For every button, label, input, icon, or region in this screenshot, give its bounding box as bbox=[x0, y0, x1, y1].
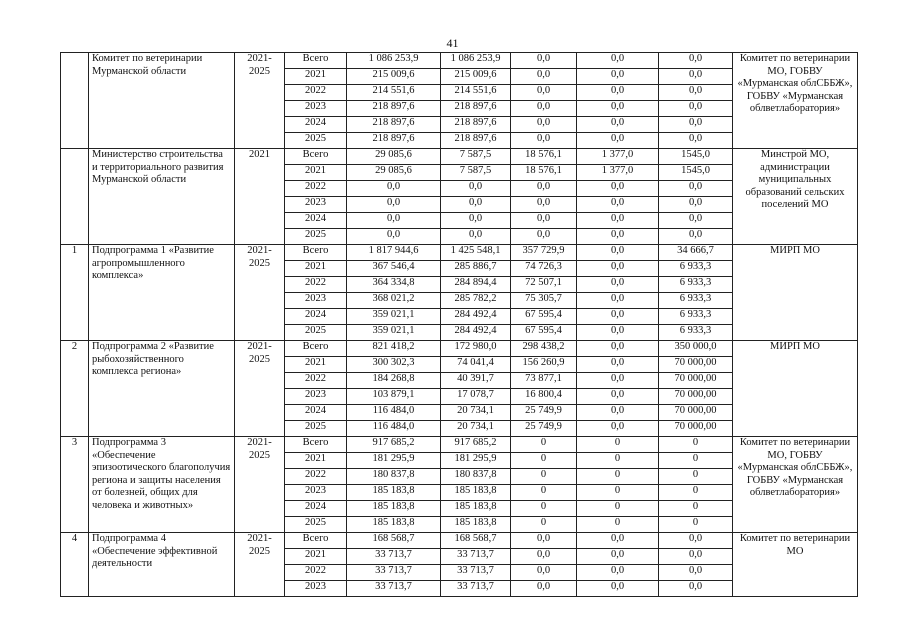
federal-budget: 0,0 bbox=[511, 181, 577, 197]
program-name: Подпрограмма 1 «Развитие агропромышленного комплекса» bbox=[89, 245, 235, 341]
regional-budget: 168 568,7 bbox=[441, 533, 511, 549]
regional-budget: 33 713,7 bbox=[441, 549, 511, 565]
extrabudgetary: 350 000,0 bbox=[659, 341, 733, 357]
table-row bbox=[61, 245, 858, 261]
year-label: 2025 bbox=[285, 421, 347, 437]
extrabudgetary: 70 000,00 bbox=[659, 405, 733, 421]
regional-budget: 215 009,6 bbox=[441, 69, 511, 85]
extrabudgetary: 6 933,3 bbox=[659, 325, 733, 341]
extrabudgetary: 70 000,00 bbox=[659, 357, 733, 373]
regional-budget: 74 041,4 bbox=[441, 357, 511, 373]
local-budget: 0,0 bbox=[577, 405, 659, 421]
year-label: 2024 bbox=[285, 213, 347, 229]
local-budget: 0 bbox=[577, 501, 659, 517]
year-label: 2022 bbox=[285, 565, 347, 581]
extrabudgetary: 0,0 bbox=[659, 69, 733, 85]
row-number: 4 bbox=[61, 533, 89, 597]
year-label: Всего bbox=[285, 245, 347, 261]
local-budget: 0,0 bbox=[577, 85, 659, 101]
year-label: 2023 bbox=[285, 389, 347, 405]
program-name: Комитет по ветеринарии Мурманской области bbox=[89, 53, 235, 149]
total-amount: 29 085,6 bbox=[347, 165, 441, 181]
year-label: 2025 bbox=[285, 229, 347, 245]
total-amount: 359 021,1 bbox=[347, 325, 441, 341]
local-budget: 0,0 bbox=[577, 277, 659, 293]
extrabudgetary: 0,0 bbox=[659, 53, 733, 69]
extrabudgetary: 0 bbox=[659, 517, 733, 533]
federal-budget: 0,0 bbox=[511, 549, 577, 565]
federal-budget: 156 260,9 bbox=[511, 357, 577, 373]
regional-budget: 7 587,5 bbox=[441, 165, 511, 181]
period: 2021- 2025 bbox=[235, 53, 285, 149]
extrabudgetary: 6 933,3 bbox=[659, 309, 733, 325]
year-label: 2023 bbox=[285, 197, 347, 213]
year-label: 2025 bbox=[285, 517, 347, 533]
local-budget: 1 377,0 bbox=[577, 165, 659, 181]
period: 2021- 2025 bbox=[235, 533, 285, 597]
total-amount: 367 546,4 bbox=[347, 261, 441, 277]
local-budget: 0,0 bbox=[577, 229, 659, 245]
local-budget: 0 bbox=[577, 469, 659, 485]
extrabudgetary: 0,0 bbox=[659, 101, 733, 117]
row-number: 2 bbox=[61, 341, 89, 437]
year-label: 2025 bbox=[285, 325, 347, 341]
federal-budget: 73 877,1 bbox=[511, 373, 577, 389]
year-label: Всего bbox=[285, 149, 347, 165]
extrabudgetary: 0,0 bbox=[659, 133, 733, 149]
regional-budget: 20 734,1 bbox=[441, 421, 511, 437]
year-label: Всего bbox=[285, 53, 347, 69]
extrabudgetary: 0,0 bbox=[659, 229, 733, 245]
regional-budget: 284 894,4 bbox=[441, 277, 511, 293]
federal-budget: 298 438,2 bbox=[511, 341, 577, 357]
total-amount: 214 551,6 bbox=[347, 85, 441, 101]
table-row bbox=[61, 149, 858, 165]
extrabudgetary: 0 bbox=[659, 501, 733, 517]
local-budget: 0,0 bbox=[577, 565, 659, 581]
regional-budget: 0,0 bbox=[441, 181, 511, 197]
extrabudgetary: 0,0 bbox=[659, 565, 733, 581]
local-budget: 0,0 bbox=[577, 117, 659, 133]
extrabudgetary: 34 666,7 bbox=[659, 245, 733, 261]
total-amount: 103 879,1 bbox=[347, 389, 441, 405]
year-label: 2022 bbox=[285, 181, 347, 197]
regional-budget: 181 295,9 bbox=[441, 453, 511, 469]
total-amount: 33 713,7 bbox=[347, 581, 441, 597]
regional-budget: 0,0 bbox=[441, 197, 511, 213]
federal-budget: 0,0 bbox=[511, 533, 577, 549]
total-amount: 33 713,7 bbox=[347, 549, 441, 565]
year-label: 2022 bbox=[285, 85, 347, 101]
total-amount: 218 897,6 bbox=[347, 117, 441, 133]
period: 2021- 2025 bbox=[235, 341, 285, 437]
year-label: 2023 bbox=[285, 485, 347, 501]
federal-budget: 0,0 bbox=[511, 53, 577, 69]
year-label: 2021 bbox=[285, 261, 347, 277]
regional-budget: 185 183,8 bbox=[441, 517, 511, 533]
executor: Комитет по ветеринарии МО bbox=[733, 533, 858, 597]
total-amount: 364 334,8 bbox=[347, 277, 441, 293]
regional-budget: 284 492,4 bbox=[441, 309, 511, 325]
regional-budget: 33 713,7 bbox=[441, 581, 511, 597]
regional-budget: 172 980,0 bbox=[441, 341, 511, 357]
total-amount: 0,0 bbox=[347, 181, 441, 197]
extrabudgetary: 0,0 bbox=[659, 533, 733, 549]
local-budget: 1 377,0 bbox=[577, 149, 659, 165]
row-number: 3 bbox=[61, 437, 89, 533]
extrabudgetary: 0 bbox=[659, 453, 733, 469]
total-amount: 368 021,2 bbox=[347, 293, 441, 309]
local-budget: 0,0 bbox=[577, 421, 659, 437]
federal-budget: 18 576,1 bbox=[511, 165, 577, 181]
federal-budget: 0 bbox=[511, 501, 577, 517]
total-amount: 0,0 bbox=[347, 213, 441, 229]
federal-budget: 75 305,7 bbox=[511, 293, 577, 309]
extrabudgetary: 0 bbox=[659, 437, 733, 453]
local-budget: 0,0 bbox=[577, 549, 659, 565]
total-amount: 185 183,8 bbox=[347, 517, 441, 533]
extrabudgetary: 0,0 bbox=[659, 581, 733, 597]
local-budget: 0,0 bbox=[577, 325, 659, 341]
total-amount: 33 713,7 bbox=[347, 565, 441, 581]
local-budget: 0,0 bbox=[577, 293, 659, 309]
extrabudgetary: 0 bbox=[659, 469, 733, 485]
total-amount: 917 685,2 bbox=[347, 437, 441, 453]
local-budget: 0,0 bbox=[577, 133, 659, 149]
table-row bbox=[61, 437, 858, 453]
total-amount: 0,0 bbox=[347, 197, 441, 213]
federal-budget: 0,0 bbox=[511, 229, 577, 245]
federal-budget: 0 bbox=[511, 469, 577, 485]
program-name: Подпрограмма 2 «Развитие рыбохозяйственного комплекса региона» bbox=[89, 341, 235, 437]
local-budget: 0,0 bbox=[577, 197, 659, 213]
table-row bbox=[61, 533, 858, 549]
total-amount: 185 183,8 bbox=[347, 501, 441, 517]
total-amount: 1 817 944,6 bbox=[347, 245, 441, 261]
total-amount: 300 302,3 bbox=[347, 357, 441, 373]
federal-budget: 0 bbox=[511, 485, 577, 501]
total-amount: 218 897,6 bbox=[347, 101, 441, 117]
year-label: Всего bbox=[285, 533, 347, 549]
local-budget: 0 bbox=[577, 453, 659, 469]
year-label: 2024 bbox=[285, 117, 347, 133]
regional-budget: 1 425 548,1 bbox=[441, 245, 511, 261]
regional-budget: 218 897,6 bbox=[441, 133, 511, 149]
local-budget: 0,0 bbox=[577, 53, 659, 69]
federal-budget: 0,0 bbox=[511, 69, 577, 85]
executor: Комитет по ветеринарии МО, ГОБВУ «Мурманская облСББЖ», ГОБВУ «Мурманская облветлаборатория» bbox=[733, 437, 858, 533]
row-number bbox=[61, 53, 89, 149]
period: 2021- 2025 bbox=[235, 245, 285, 341]
executor: Комитет по ветеринарии МО, ГОБВУ «Мурманская облСББЖ», ГОБВУ «Мурманская облветлаборатория» bbox=[733, 53, 858, 149]
extrabudgetary: 0,0 bbox=[659, 197, 733, 213]
federal-budget: 0,0 bbox=[511, 197, 577, 213]
table-row bbox=[61, 53, 858, 69]
regional-budget: 185 183,8 bbox=[441, 501, 511, 517]
federal-budget: 0,0 bbox=[511, 117, 577, 133]
total-amount: 184 268,8 bbox=[347, 373, 441, 389]
extrabudgetary: 1545,0 bbox=[659, 165, 733, 181]
extrabudgetary: 70 000,00 bbox=[659, 389, 733, 405]
federal-budget: 25 749,9 bbox=[511, 421, 577, 437]
extrabudgetary: 6 933,3 bbox=[659, 261, 733, 277]
executor: Минстрой МО, администрации муниципальных образований сельских поселений МО bbox=[733, 149, 858, 245]
regional-budget: 218 897,6 bbox=[441, 101, 511, 117]
table-row bbox=[61, 341, 858, 357]
local-budget: 0 bbox=[577, 517, 659, 533]
local-budget: 0,0 bbox=[577, 213, 659, 229]
total-amount: 181 295,9 bbox=[347, 453, 441, 469]
local-budget: 0,0 bbox=[577, 357, 659, 373]
local-budget: 0,0 bbox=[577, 341, 659, 357]
federal-budget: 357 729,9 bbox=[511, 245, 577, 261]
regional-budget: 285 782,2 bbox=[441, 293, 511, 309]
period: 2021- 2025 bbox=[235, 437, 285, 533]
extrabudgetary: 70 000,00 bbox=[659, 373, 733, 389]
total-amount: 168 568,7 bbox=[347, 533, 441, 549]
regional-budget: 1 086 253,9 bbox=[441, 53, 511, 69]
row-number: 1 bbox=[61, 245, 89, 341]
federal-budget: 67 595,4 bbox=[511, 309, 577, 325]
federal-budget: 0,0 bbox=[511, 85, 577, 101]
extrabudgetary: 6 933,3 bbox=[659, 293, 733, 309]
row-number bbox=[61, 149, 89, 245]
program-name: Подпрограмма 3 «Обеспечение эпизоотического благополучия региона и защиты населения от болезней, общих для человека и животных» bbox=[89, 437, 235, 533]
federal-budget: 16 800,4 bbox=[511, 389, 577, 405]
federal-budget: 67 595,4 bbox=[511, 325, 577, 341]
program-name: Министерство строительства и территориального развития Мурманской области bbox=[89, 149, 235, 245]
year-label: 2024 bbox=[285, 501, 347, 517]
total-amount: 180 837,8 bbox=[347, 469, 441, 485]
total-amount: 0,0 bbox=[347, 229, 441, 245]
federal-budget: 0,0 bbox=[511, 101, 577, 117]
program-name: Подпрограмма 4 «Обеспечение эффективной деятельности bbox=[89, 533, 235, 597]
executor: МИРП МО bbox=[733, 341, 858, 437]
year-label: 2021 bbox=[285, 549, 347, 565]
total-amount: 1 086 253,9 bbox=[347, 53, 441, 69]
extrabudgetary: 0 bbox=[659, 485, 733, 501]
federal-budget: 0,0 bbox=[511, 133, 577, 149]
regional-budget: 17 078,7 bbox=[441, 389, 511, 405]
local-budget: 0,0 bbox=[577, 69, 659, 85]
local-budget: 0,0 bbox=[577, 389, 659, 405]
year-label: 2024 bbox=[285, 309, 347, 325]
local-budget: 0,0 bbox=[577, 181, 659, 197]
total-amount: 359 021,1 bbox=[347, 309, 441, 325]
year-label: 2022 bbox=[285, 469, 347, 485]
regional-budget: 40 391,7 bbox=[441, 373, 511, 389]
local-budget: 0,0 bbox=[577, 581, 659, 597]
total-amount: 218 897,6 bbox=[347, 133, 441, 149]
period: 2021 bbox=[235, 149, 285, 245]
year-label: 2023 bbox=[285, 581, 347, 597]
regional-budget: 0,0 bbox=[441, 213, 511, 229]
federal-budget: 18 576,1 bbox=[511, 149, 577, 165]
extrabudgetary: 0,0 bbox=[659, 549, 733, 565]
extrabudgetary: 0,0 bbox=[659, 117, 733, 133]
year-label: 2021 bbox=[285, 453, 347, 469]
year-label: 2021 bbox=[285, 69, 347, 85]
year-label: Всего bbox=[285, 437, 347, 453]
year-label: 2025 bbox=[285, 133, 347, 149]
regional-budget: 180 837,8 bbox=[441, 469, 511, 485]
total-amount: 116 484,0 bbox=[347, 421, 441, 437]
federal-budget: 0,0 bbox=[511, 213, 577, 229]
federal-budget: 0,0 bbox=[511, 565, 577, 581]
year-label: 2022 bbox=[285, 277, 347, 293]
year-label: 2023 bbox=[285, 293, 347, 309]
regional-budget: 20 734,1 bbox=[441, 405, 511, 421]
extrabudgetary: 70 000,00 bbox=[659, 421, 733, 437]
regional-budget: 218 897,6 bbox=[441, 117, 511, 133]
extrabudgetary: 6 933,3 bbox=[659, 277, 733, 293]
local-budget: 0 bbox=[577, 485, 659, 501]
total-amount: 29 085,6 bbox=[347, 149, 441, 165]
local-budget: 0,0 bbox=[577, 373, 659, 389]
total-amount: 185 183,8 bbox=[347, 485, 441, 501]
total-amount: 116 484,0 bbox=[347, 405, 441, 421]
regional-budget: 33 713,7 bbox=[441, 565, 511, 581]
regional-budget: 0,0 bbox=[441, 229, 511, 245]
year-label: 2022 bbox=[285, 373, 347, 389]
federal-budget: 25 749,9 bbox=[511, 405, 577, 421]
local-budget: 0,0 bbox=[577, 245, 659, 261]
regional-budget: 185 183,8 bbox=[441, 485, 511, 501]
executor: МИРП МО bbox=[733, 245, 858, 341]
local-budget: 0,0 bbox=[577, 309, 659, 325]
budget-table bbox=[60, 52, 858, 597]
regional-budget: 214 551,6 bbox=[441, 85, 511, 101]
federal-budget: 0 bbox=[511, 437, 577, 453]
year-label: 2021 bbox=[285, 357, 347, 373]
federal-budget: 0,0 bbox=[511, 581, 577, 597]
total-amount: 215 009,6 bbox=[347, 69, 441, 85]
year-label: 2024 bbox=[285, 405, 347, 421]
regional-budget: 917 685,2 bbox=[441, 437, 511, 453]
extrabudgetary: 1545,0 bbox=[659, 149, 733, 165]
year-label: 2023 bbox=[285, 101, 347, 117]
year-label: 2021 bbox=[285, 165, 347, 181]
extrabudgetary: 0,0 bbox=[659, 213, 733, 229]
regional-budget: 284 492,4 bbox=[441, 325, 511, 341]
extrabudgetary: 0,0 bbox=[659, 181, 733, 197]
local-budget: 0,0 bbox=[577, 533, 659, 549]
page-number: 41 bbox=[446, 36, 459, 50]
federal-budget: 72 507,1 bbox=[511, 277, 577, 293]
local-budget: 0,0 bbox=[577, 261, 659, 277]
regional-budget: 285 886,7 bbox=[441, 261, 511, 277]
local-budget: 0 bbox=[577, 437, 659, 453]
federal-budget: 0 bbox=[511, 453, 577, 469]
local-budget: 0,0 bbox=[577, 101, 659, 117]
year-label: Всего bbox=[285, 341, 347, 357]
table-body bbox=[61, 53, 858, 597]
extrabudgetary: 0,0 bbox=[659, 85, 733, 101]
federal-budget: 74 726,3 bbox=[511, 261, 577, 277]
total-amount: 821 418,2 bbox=[347, 341, 441, 357]
federal-budget: 0 bbox=[511, 517, 577, 533]
regional-budget: 7 587,5 bbox=[441, 149, 511, 165]
